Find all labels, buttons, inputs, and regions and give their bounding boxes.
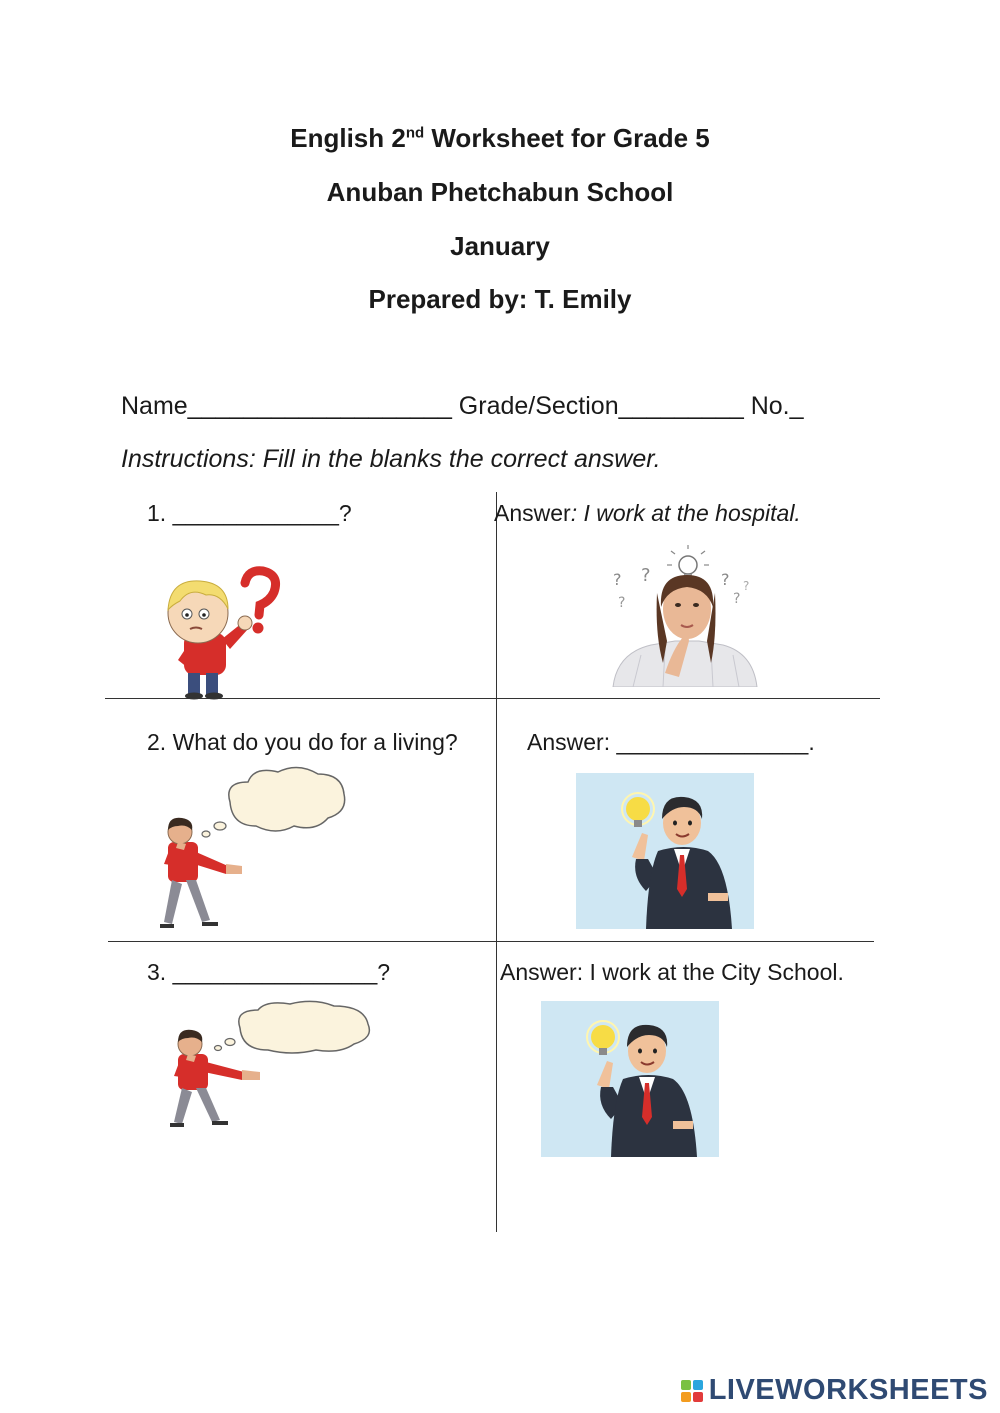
school-name: Anuban Phetchabun School: [326, 177, 674, 207]
month-label: January: [450, 231, 550, 261]
thinking-man-illustration: [158, 760, 353, 930]
liveworksheets-logo-icon: [681, 1380, 703, 1402]
instructions: Instructions: Fill in the blanks the correct answer.: [121, 445, 661, 473]
prepared-by: Prepared by: T. Emily: [368, 284, 632, 314]
student-info-line[interactable]: Name___________________ Grade/Section_________ No._: [121, 392, 804, 420]
businessman-idea-poster: [576, 773, 754, 929]
row-divider: [108, 941, 874, 942]
worksheet-title: English 2nd Worksheet for Grade 5: [290, 123, 710, 153]
liveworksheets-brand[interactable]: [681, 1374, 988, 1407]
column-divider: [496, 492, 497, 1232]
question-2: 2. What do you do for a living?: [147, 729, 458, 755]
svg-text:?: ?: [721, 570, 730, 589]
thinking-woman-illustration: [603, 545, 768, 687]
brand-name: LIVEWORKSHEETS: [708, 1374, 988, 1406]
businessman-idea-poster: [541, 1001, 719, 1157]
answer-2[interactable]: Answer: _______________.: [527, 729, 815, 755]
svg-text:?: ?: [613, 570, 622, 589]
answer-1: Answer: I work at the hospital.: [494, 500, 801, 526]
svg-text:?: ?: [743, 579, 750, 593]
svg-text:?: ?: [618, 595, 626, 611]
svg-text:?: ?: [733, 591, 741, 607]
svg-text:?: ?: [641, 565, 651, 586]
question-1[interactable]: 1. _____________?: [147, 500, 352, 526]
thinking-man-illustration: [168, 1000, 378, 1128]
confused-boy-illustration: [150, 565, 290, 700]
question-3[interactable]: 3. ________________?: [147, 959, 391, 985]
answer-3: Answer: I work at the City School.: [500, 959, 844, 985]
